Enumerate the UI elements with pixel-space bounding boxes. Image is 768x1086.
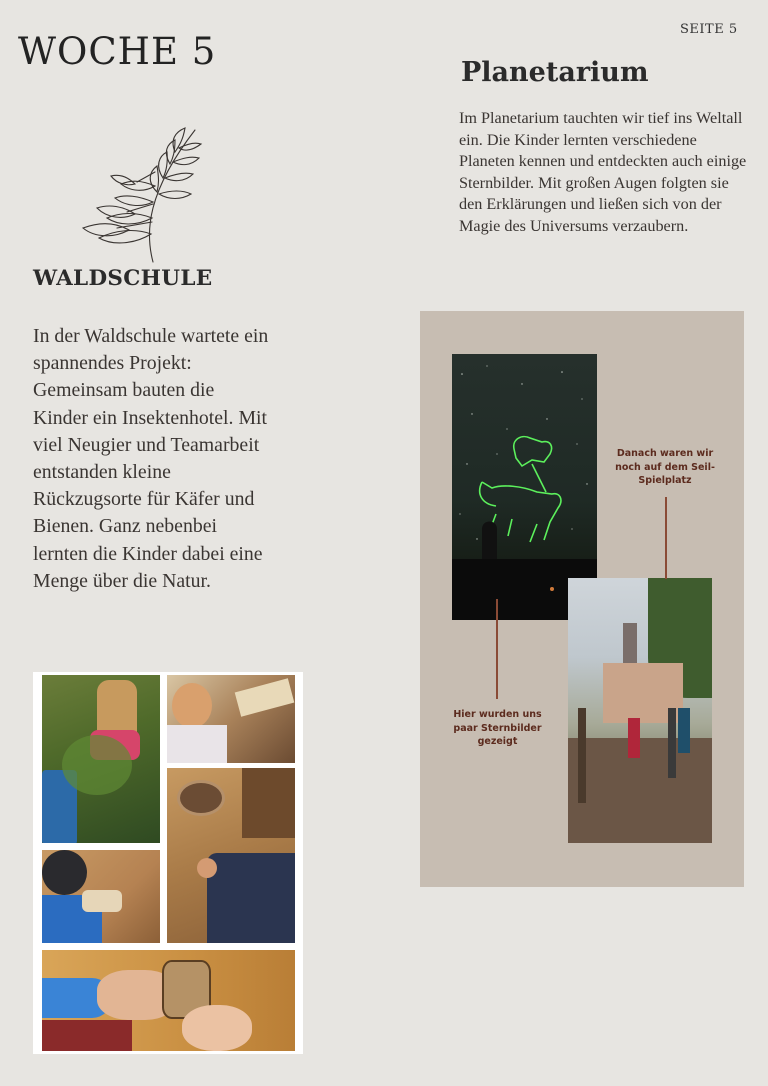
connector-line-playground bbox=[665, 497, 667, 579]
caption-playground: Danach waren wir noch auf dem Seil-Spielplatz bbox=[615, 448, 715, 486]
planetarium-photo-panel bbox=[420, 311, 744, 887]
week-title: WOCHE 5 bbox=[18, 30, 217, 73]
photo-children-plants bbox=[42, 675, 160, 843]
photo-rope-playground bbox=[568, 578, 712, 843]
photo-child-crafting bbox=[167, 675, 295, 763]
photo-boy-building bbox=[42, 850, 160, 943]
page-number: SEITE 5 bbox=[680, 22, 738, 37]
connector-line-stars bbox=[496, 599, 498, 699]
photo-crafting-table bbox=[167, 768, 295, 943]
fern-branch-icon bbox=[75, 122, 205, 267]
photo-hands-wooden-sign bbox=[42, 950, 295, 1051]
planetarium-title: Planetarium bbox=[461, 57, 649, 88]
planetarium-text: Im Planetarium tauchten wir tief ins Weltall ein. Die Kinder lernten verschiedene Planeten kennen und entdeckten auch einige Sternbilder. Mit großen Augen folgten sie den Erklärungen und ließen sich von der Magie des Universums verzaubern. bbox=[459, 109, 747, 235]
waldschule-text: In der Waldschule wartete ein spannendes Projekt: Gemeinsam bauten die Kinder ein Insektenhotel. Mit viel Neugier und Teamarbeit entstanden kleine Rückzugsorte für Käfer und Bienen. Ganz nebenbei lernten die Kinder dabei eine Menge über die Natur. bbox=[33, 325, 269, 592]
waldschule-photo-collage bbox=[33, 672, 303, 1054]
waldschule-title: WALDSCHULE bbox=[33, 266, 213, 291]
caption-stars: Hier wurden uns paar Sternbilder gezeigt bbox=[453, 709, 542, 747]
